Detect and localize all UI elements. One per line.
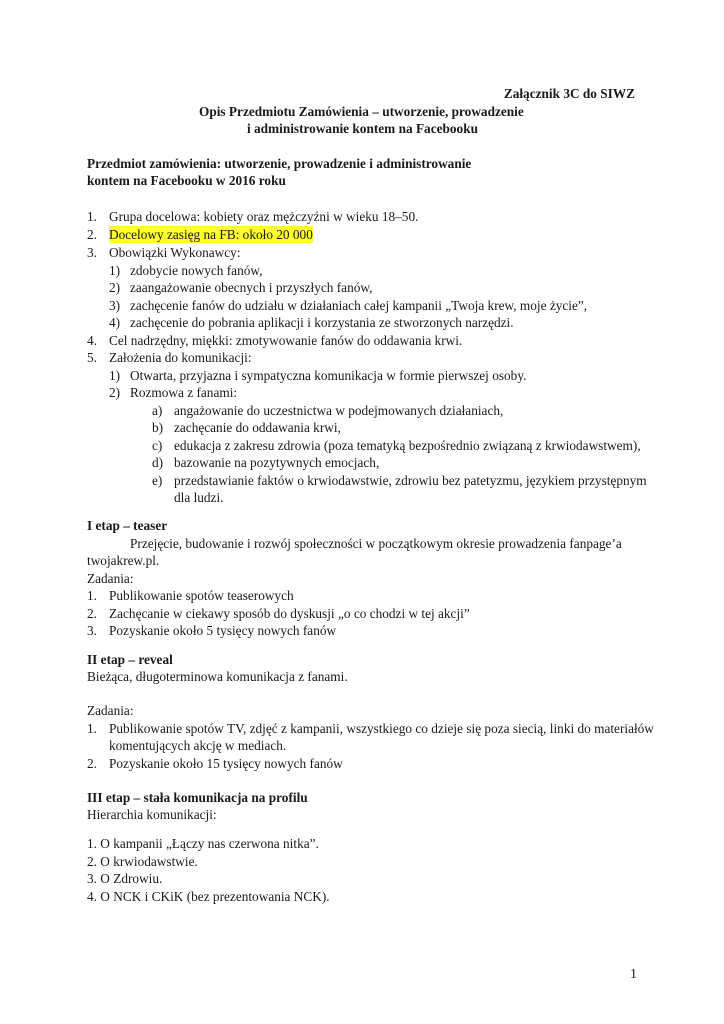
sublist-item: Rozmowa z fanami: bbox=[130, 385, 238, 400]
list-number: 3. bbox=[87, 245, 97, 260]
letter-list-marker: d) bbox=[152, 455, 164, 470]
subject-line-1: Przedmiot zamówienia: utworzenie, prowadzenie i administrowanie bbox=[87, 156, 472, 171]
sublist-number: 1) bbox=[109, 368, 121, 383]
sublist-number: 3) bbox=[109, 298, 121, 313]
sublist-item: zachęcenie do pobrania aplikacji i korzystania ze stworzonych narzędzi. bbox=[130, 315, 514, 330]
hierarchy-item: 1. O kampanii „Łączy nas czerwona nitka”. bbox=[87, 836, 319, 851]
list-number: 1. bbox=[87, 721, 97, 736]
stage1-intro: Przejęcie, budowanie i rozwój społeczności w początkowym okresie prowadzenia fanpage’a bbox=[130, 536, 622, 551]
sublist-item: zaangażowanie obecnych i przyszłych fanów, bbox=[130, 280, 373, 295]
subject-line-2: kontem na Facebooku w 2016 roku bbox=[87, 173, 286, 188]
sublist-number: 1) bbox=[109, 263, 121, 278]
sublist-item: zachęcenie fanów do udziału w działaniach całej kampanii „Twoja krew, moje życie”, bbox=[130, 298, 588, 313]
sublist-number: 4) bbox=[109, 315, 121, 330]
stage1-heading: I etap – teaser bbox=[87, 518, 168, 533]
task-item: Zachęcanie w ciekawy sposób do dyskusji „o co chodzi w tej akcji” bbox=[109, 606, 470, 621]
list-number: 3. bbox=[87, 623, 97, 638]
list-item: Obowiązki Wykonawcy: bbox=[109, 245, 241, 260]
letter-list-marker: e) bbox=[152, 473, 163, 488]
stage1-intro-continuation: twojakrew.pl. bbox=[87, 553, 160, 568]
sublist-number: 2) bbox=[109, 385, 121, 400]
list-item: Cel nadrzędny, miękki: zmotywowanie fanów do oddawania krwi. bbox=[109, 333, 463, 348]
letter-list-marker: c) bbox=[152, 438, 163, 453]
task-item-continuation: komentujących akcję w mediach. bbox=[109, 738, 287, 753]
stage3-intro: Hierarchia komunikacji: bbox=[87, 807, 217, 822]
stage3-heading: III etap – stała komunikacja na profilu bbox=[87, 790, 308, 805]
list-number: 2. bbox=[87, 756, 97, 771]
task-item: Publikowanie spotów TV, zdjęć z kampanii, wszystkiego co dzieje się poza siecią, linki do materiałów bbox=[109, 721, 654, 736]
sublist-item: zdobycie nowych fanów, bbox=[130, 263, 263, 278]
highlighted-list-item: Docelowy zasięg na FB: około 20 000 bbox=[109, 227, 313, 242]
page-number: 1 bbox=[630, 967, 637, 982]
list-item: Grupa docelowa: kobiety oraz mężczyźni w wieku 18–50. bbox=[109, 209, 419, 224]
list-number: 1. bbox=[87, 209, 97, 224]
hierarchy-item: 3. O Zdrowiu. bbox=[87, 871, 163, 886]
task-item: Pozyskanie około 5 tysięcy nowych fanów bbox=[109, 623, 337, 638]
letter-list-item: angażowanie do uczestnictwa w podejmowanych działaniach, bbox=[174, 403, 504, 418]
list-number: 2. bbox=[87, 606, 97, 621]
task-item: Publikowanie spotów teaserowych bbox=[109, 588, 294, 603]
letter-list-item: edukacja z zakresu zdrowia (poza tematyką bezpośrednio związaną z krwiodawstwem), bbox=[174, 438, 641, 453]
stage2-heading: II etap – reveal bbox=[87, 652, 173, 667]
hierarchy-item: 2. O krwiodawstwie. bbox=[87, 854, 198, 869]
tasks-label: Zadania: bbox=[87, 571, 134, 586]
sublist-item: Otwarta, przyjazna i sympatyczna komunikacja w formie pierwszej osoby. bbox=[130, 368, 527, 383]
list-number: 4. bbox=[87, 333, 97, 348]
letter-list-marker: b) bbox=[152, 420, 164, 435]
list-number: 2. bbox=[87, 227, 97, 242]
tasks-label: Zadania: bbox=[87, 703, 134, 718]
hierarchy-item: 4. O NCK i CKiK (bez prezentowania NCK). bbox=[87, 889, 330, 904]
title-line-2: i administrowanie kontem na Facebooku bbox=[247, 121, 478, 136]
letter-list-item: zachęcanie do oddawania krwi, bbox=[174, 420, 341, 435]
stage2-intro: Bieżąca, długoterminowa komunikacja z fanami. bbox=[87, 669, 348, 684]
list-number: 5. bbox=[87, 350, 97, 365]
sublist-number: 2) bbox=[109, 280, 121, 295]
list-item: Założenia do komunikacji: bbox=[109, 350, 252, 365]
title-line-1: Opis Przedmiotu Zamówienia – utworzenie, prowadzenie bbox=[199, 104, 524, 119]
task-item: Pozyskanie około 15 tysięcy nowych fanów bbox=[109, 756, 343, 771]
letter-list-item: bazowanie na pozytywnych emocjach, bbox=[174, 455, 380, 470]
list-number: 1. bbox=[87, 588, 97, 603]
letter-list-marker: a) bbox=[152, 403, 163, 418]
attachment-label: Załącznik 3C do SIWZ bbox=[503, 86, 635, 101]
letter-list-item-continuation: dla ludzi. bbox=[174, 490, 224, 505]
letter-list-item: przedstawianie faktów o krwiodawstwie, zdrowiu bez patetyzmu, językiem przystępnym bbox=[174, 473, 647, 488]
